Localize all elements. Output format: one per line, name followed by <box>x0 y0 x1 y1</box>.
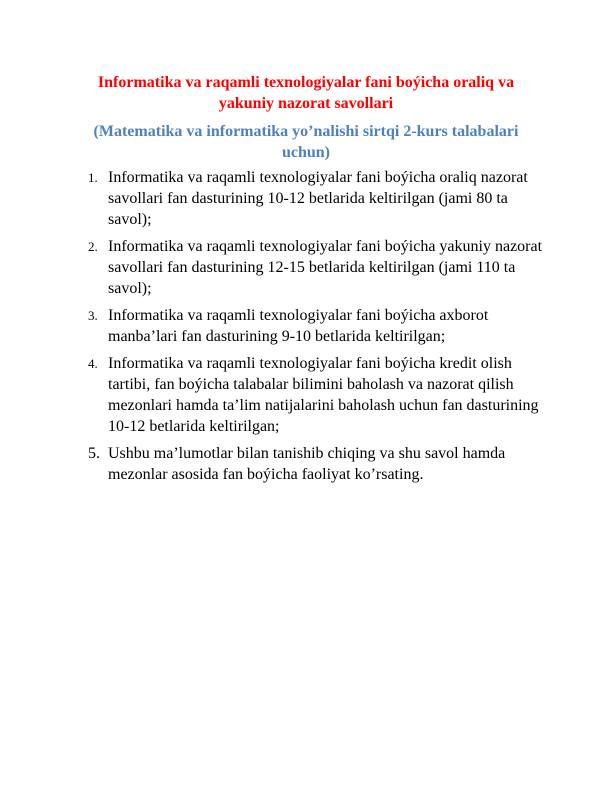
list-item-text: Ushbu ma’lumotlar bilan tanishib chiqing va shu savol hamda mezonlar asosida fan boýicha faoliyat ko’rsating. <box>108 445 506 483</box>
list-item-text: Informatika va raqamli texnologiyalar fani boýicha kredit olish tartibi, fan boýicha talabalar bilimini baholash va nazorat qilish mezonlari hamda ta’lim natijalarini baholash uchun fan dasturining 10-12 betlarida keltirilgan; <box>108 355 539 435</box>
list-item-number: 5. <box>88 445 100 462</box>
list-item <box>72 443 550 485</box>
list-item-text: Informatika va raqamli texnologiyalar fani boýicha yakuniy nazorat savollari fan dasturining 12-15 betlarida keltirilgan (jami 110 ta savol); <box>108 238 543 297</box>
list-item-number: 1. <box>88 170 98 185</box>
list-item <box>72 167 550 230</box>
list-item-number: 4. <box>88 356 98 371</box>
instructions-list <box>72 167 550 491</box>
document-title: Informatika va raqamli texnologiyalar fani boýicha oraliq va yakuniy nazorat savollari <box>97 74 515 112</box>
list-item-number: 2. <box>88 239 98 254</box>
list-item <box>72 236 550 299</box>
list-item-number: 3. <box>88 308 98 323</box>
document-subtitle: (Matematika va informatika yo’nalishi sirtqi 2-kurs talabalari uchun) <box>93 123 519 161</box>
list-item <box>72 305 550 347</box>
list-item <box>72 353 550 437</box>
list-item-text: Informatika va raqamli texnologiyalar fani boýicha oraliq nazorat savollari fan dasturining 10-12 betlarida keltirilgan (jami 80 ta savol); <box>108 169 528 228</box>
list-item-text: Informatika va raqamli texnologiyalar fani boýicha axborot manba’lari fan dasturining 9-10 betlarida keltirilgan; <box>108 307 489 345</box>
